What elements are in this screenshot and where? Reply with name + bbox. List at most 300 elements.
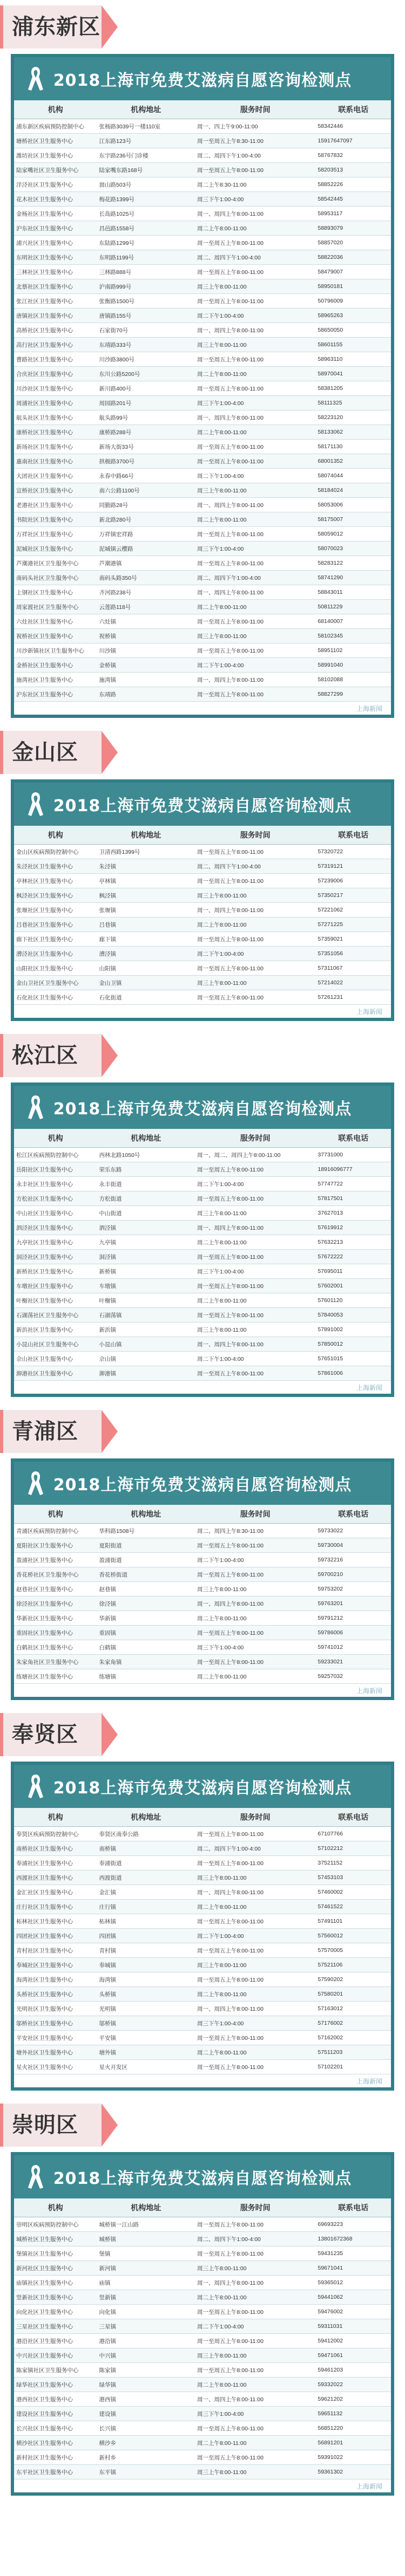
table-cell: 57102212 [315, 1841, 391, 1856]
table-cell: 周一至周五上午8:00-11:00 [195, 2217, 315, 2232]
table-cell: 37627013 [315, 1206, 391, 1221]
table-row [14, 1914, 391, 1929]
table-row [14, 1221, 391, 1235]
column-header: 机构 [14, 1129, 97, 1148]
table-cell: 57560012 [315, 1929, 391, 1943]
table-cell: 川沙镇 [97, 643, 195, 658]
table-cell: 张堰镇 [97, 903, 195, 917]
table-cell: 57632213 [315, 1235, 391, 1250]
testing-site-table [14, 1505, 391, 1684]
table-row [14, 2378, 391, 2392]
table-cell: 城桥镇一江山路 [97, 2217, 195, 2232]
table-cell: 周一至周五上午8:00-11:00 [195, 1250, 315, 1264]
table-row [14, 585, 391, 600]
table-cell: 周一至周五上午8:00-11:00 [195, 2363, 315, 2378]
column-header: 联系电话 [315, 100, 391, 119]
table-row [14, 1871, 391, 1885]
table-cell: 向化社区卫生服务中心 [14, 2305, 97, 2319]
table-cell: 盈浦街道 [97, 1553, 195, 1567]
table-row [14, 903, 391, 917]
table-cell: 邬桥镇 [97, 2016, 195, 2031]
table-cell: 周二下午1:00-4:00 [195, 947, 315, 961]
table-cell: 69693223 [315, 2217, 391, 2232]
table-cell: 香花桥街道 [97, 1567, 195, 1582]
table-row [14, 279, 391, 294]
table-cell: 沪东社区卫生服务中心 [14, 687, 97, 702]
region-banner [0, 1034, 405, 1077]
table-cell: 邬桥社区卫生服务中心 [14, 2016, 97, 2031]
table-cell: 新北路280号 [97, 512, 195, 527]
table-header-row [14, 826, 391, 845]
table-cell: 四团镇 [97, 1929, 195, 1943]
region-name: 青浦区 [12, 1419, 78, 1444]
table-cell: 57320722 [315, 845, 391, 859]
table-cell: 车墩镇 [97, 1279, 195, 1293]
table-cell: 周三上午8:00-11:00 [195, 629, 315, 643]
table-cell: 南码头社区卫生服务中心 [14, 571, 97, 585]
table-cell: 59763201 [315, 1597, 391, 1611]
table-cell: 新村乡 [97, 2450, 195, 2465]
table-cell: 37731000 [315, 1148, 391, 1162]
table-cell: 金杨社区卫生服务中心 [14, 207, 97, 221]
table-cell: 徐泾社区卫生服务中心 [14, 1597, 97, 1611]
table-cell: 梅花路1399号 [97, 192, 195, 207]
table-cell: 中兴镇 [97, 2348, 195, 2363]
table-cell: 37521152 [315, 1856, 391, 1871]
table-cell: 方松社区卫生服务中心 [14, 1191, 97, 1206]
table-cell: 周一至周五上午8:00-11:00 [195, 845, 315, 859]
table-cell: 58171130 [315, 440, 391, 454]
table-cell: 祝桥镇 [97, 629, 195, 643]
table-cell: 59476002 [315, 2305, 391, 2319]
table-cell: 59471061 [315, 2348, 391, 2363]
region-name: 松江区 [12, 1043, 78, 1068]
table-cell: 金山卫社区卫生服务中心 [14, 976, 97, 990]
table-cell: 58893079 [315, 221, 391, 236]
table-cell: 57319121 [315, 859, 391, 874]
table-row [14, 859, 391, 874]
table-cell: 绿华社区卫生服务中心 [14, 2378, 97, 2392]
table-cell: 新河镇 [97, 2261, 195, 2276]
table-cell: 周一至周五上午8:00-11:00 [195, 2421, 315, 2436]
table-cell: 平安社区卫生服务中心 [14, 2031, 97, 2045]
table-cell: 57102201 [315, 2060, 391, 2074]
table-cell: 周一至周五上午8:00-11:00 [195, 1943, 315, 1958]
table-cell: 59791212 [315, 1611, 391, 1626]
table-cell: 58542445 [315, 192, 391, 207]
table-cell: 崇明区疾病预防控制中心 [14, 2217, 97, 2232]
table-cell: 夏阳社区卫生服务中心 [14, 1538, 97, 1553]
table-cell: 周二上午8:00-11:00 [195, 2290, 315, 2305]
table-cell: 华新社区卫生服务中心 [14, 1611, 97, 1626]
table-cell: 华科路1508号 [97, 1524, 195, 1538]
table-cell: 唐镇路155号 [97, 309, 195, 323]
table-cell: 青浦区疾病预防控制中心 [14, 1524, 97, 1538]
table-row [14, 396, 391, 410]
table-cell: 庙镇社区卫生服务中心 [14, 2276, 97, 2290]
table-cell: 东宇路236号门诊楼 [97, 148, 195, 163]
table-row [14, 483, 391, 498]
table-cell: 13801672368 [315, 2232, 391, 2246]
table-cell: 周三上午8:00-11:00 [195, 279, 315, 294]
card-title: 2018上海市免费艾滋病自愿咨询检测点 [53, 1100, 352, 1119]
table-cell: 周一至周五上午8:30-11:00 [195, 134, 315, 148]
table-cell: 潍坊社区卫生服务中心 [14, 148, 97, 163]
table-cell: 新场大街33号 [97, 440, 195, 454]
table-cell: 58059012 [315, 527, 391, 542]
table-cell: 58070023 [315, 542, 391, 556]
table-cell: 金山卫镇 [97, 976, 195, 990]
table-cell: 塘桥社区卫生服务中心 [14, 134, 97, 148]
table-cell: 57163012 [315, 2002, 391, 2016]
table-cell: 光明社区卫生服务中心 [14, 2002, 97, 2016]
table-cell: 周一至周五上午8:00-11:00 [195, 614, 315, 629]
testing-site-table-card [11, 779, 394, 1021]
table-cell: 周二上午8:00-11:00 [195, 1611, 315, 1626]
table-cell: 浦兴社区卫生服务中心 [14, 236, 97, 250]
table-cell: 周一至周五上午8:00-11:00 [195, 2450, 315, 2465]
table-cell: 周家渡社区卫生服务中心 [14, 600, 97, 614]
brand-watermark: 上海新闻 [356, 1687, 382, 1695]
table-cell: 58767832 [315, 148, 391, 163]
table-cell: 昌邑路1558号 [97, 221, 195, 236]
table-cell: 57747722 [315, 1177, 391, 1191]
table-cell: 周二、周四下午1:00-4:00 [195, 571, 315, 585]
table-row [14, 1900, 391, 1914]
table-cell: 56891201 [315, 2436, 391, 2450]
table-row [14, 1827, 391, 1841]
table-row [14, 1553, 391, 1567]
table-cell: 长兴社区卫生服务中心 [14, 2421, 97, 2436]
table-row [14, 2450, 391, 2465]
column-header: 服务时间 [195, 2198, 315, 2217]
table-cell: 周一、周四上午8:00-11:00 [195, 1885, 315, 1900]
table-cell: 中山社区卫生服务中心 [14, 1206, 97, 1221]
table-cell: 周三上午8:00-11:00 [195, 483, 315, 498]
table-cell: 上钢社区卫生服务中心 [14, 585, 97, 600]
table-cell: 海湾镇 [97, 1972, 195, 1987]
table-row [14, 1293, 391, 1308]
table-cell: 周三上午8:00-11:00 [195, 1323, 315, 1337]
table-cell: 江东路123号 [97, 134, 195, 148]
table-cell: 57695011 [315, 1264, 391, 1279]
table-row [14, 338, 391, 352]
table-cell: 周一、周四上午8:00-11:00 [195, 2392, 315, 2407]
table-cell: 57351056 [315, 947, 391, 961]
table-cell: 练塘社区卫生服务中心 [14, 1669, 97, 1684]
table-cell: 57891002 [315, 1323, 391, 1337]
table-header-row [14, 1129, 391, 1148]
table-cell: 柘林镇 [97, 1914, 195, 1929]
table-cell: 周一、周四上午8:00-11:00 [195, 2276, 315, 2290]
table-cell: 城桥社区卫生服务中心 [14, 2232, 97, 2246]
table-cell: 泗泾镇 [97, 1221, 195, 1235]
table-cell: 58133062 [315, 425, 391, 440]
table-cell: 书院社区卫生服务中心 [14, 512, 97, 527]
table-row [14, 2276, 391, 2290]
table-row [14, 990, 391, 1005]
table-cell: 59441062 [315, 2290, 391, 2305]
column-header: 机构地址 [97, 826, 195, 845]
table-cell: 周二下午1:00-4:00 [195, 658, 315, 673]
table-row [14, 410, 391, 425]
table-cell: 石湖荡社区卫生服务中心 [14, 1308, 97, 1323]
table-cell: 漕泾社区卫生服务中心 [14, 947, 97, 961]
table-cell: 周一、周四上午8:00-11:00 [195, 498, 315, 512]
table-cell: 59671041 [315, 2261, 391, 2276]
table-cell: 周二下午1:00-4:00 [195, 1352, 315, 1366]
table-cell: 平安镇 [97, 2031, 195, 2045]
table-cell: 周二上午8:00-11:00 [195, 600, 315, 614]
table-row [14, 1250, 391, 1264]
table-cell: 横沙社区卫生服务中心 [14, 2436, 97, 2450]
table-cell: 塘外镇 [97, 2045, 195, 2060]
table-cell: 周二下午1:00-4:00 [195, 469, 315, 483]
card-title: 2018上海市免费艾滋病自愿咨询检测点 [53, 71, 352, 90]
card-title: 2018上海市免费艾滋病自愿咨询检测点 [53, 1476, 352, 1495]
table-row [14, 932, 391, 947]
table-cell: 57817501 [315, 1191, 391, 1206]
table-cell: 周二下午1:00-4:00 [195, 1929, 315, 1943]
table-cell: 50796009 [315, 294, 391, 309]
table-row [14, 1191, 391, 1206]
table-row [14, 556, 391, 571]
table-cell: 白鹤镇 [97, 1640, 195, 1655]
card-footer [14, 1381, 391, 1394]
table-cell: 岳阳社区卫生服务中心 [14, 1162, 97, 1177]
table-cell: 58102088 [315, 673, 391, 687]
table-cell: 周三上午8:00-11:00 [195, 1582, 315, 1597]
table-cell: 西渡社区卫生服务中心 [14, 1871, 97, 1885]
table-cell: 周一至周五上午8:00-11:00 [195, 1914, 315, 1929]
table-cell: 周一至周五上午8:00-11:00 [195, 2031, 315, 2045]
column-header: 机构 [14, 100, 97, 119]
table-row [14, 294, 391, 309]
table-cell: 58843011 [315, 585, 391, 600]
table-cell: 海湾社区卫生服务中心 [14, 1972, 97, 1987]
table-cell: 周三下午1:00-4:00 [195, 396, 315, 410]
table-cell: 亭林社区卫生服务中心 [14, 874, 97, 888]
table-cell: 奉贤区疾病预防控制中心 [14, 1827, 97, 1841]
table-cell: 57239006 [315, 874, 391, 888]
table-cell: 周三上午8:00-11:00 [195, 338, 315, 352]
table-cell: 陆家嘴社区卫生服务中心 [14, 163, 97, 177]
column-header: 服务时间 [195, 1505, 315, 1524]
table-cell: 花木社区卫生服务中心 [14, 192, 97, 207]
column-header: 服务时间 [195, 100, 315, 119]
table-cell: 东靖路333号 [97, 338, 195, 352]
table-cell: 枫泾社区卫生服务中心 [14, 888, 97, 903]
table-row [14, 148, 391, 163]
table-cell: 山阳镇 [97, 961, 195, 976]
table-row [14, 1943, 391, 1958]
card-title: 2018上海市免费艾滋病自愿咨询检测点 [53, 797, 352, 816]
table-cell: 周一、周四上午8:00-11:00 [195, 1337, 315, 1352]
table-cell: 南码头路350号 [97, 571, 195, 585]
table-cell: 九亭镇 [97, 1235, 195, 1250]
table-cell: 58479007 [315, 265, 391, 279]
table-cell: 周一至周五上午8:00-11:00 [195, 1366, 315, 1381]
region-name: 金山区 [12, 740, 78, 765]
table-row [14, 2465, 391, 2479]
table-row [14, 177, 391, 192]
column-header: 服务时间 [195, 1808, 315, 1827]
region-label-box [0, 2104, 102, 2147]
table-cell: 57359021 [315, 932, 391, 947]
table-cell: 周一、周四上午8:00-11:00 [195, 673, 315, 687]
card-header [14, 2155, 391, 2198]
table-row [14, 1841, 391, 1856]
table-row [14, 1611, 391, 1626]
brand-watermark: 上海新闻 [356, 2483, 382, 2490]
table-cell: 竖新镇 [97, 2290, 195, 2305]
table-cell: 周一、周四上午8:00-11:00 [195, 207, 315, 221]
table-row [14, 1308, 391, 1323]
card-footer [14, 1684, 391, 1697]
table-cell: 泖港镇 [97, 1366, 195, 1381]
table-cell: 泖港社区卫生服务中心 [14, 1366, 97, 1381]
column-header: 联系电话 [315, 826, 391, 845]
brand-watermark: 上海新闻 [356, 1384, 382, 1392]
table-cell: 周一、周四上午8:00-11:00 [195, 903, 315, 917]
table-cell: 57460002 [315, 1885, 391, 1900]
table-row [14, 2002, 391, 2016]
card-footer [14, 1005, 391, 1018]
column-header: 机构 [14, 1808, 97, 1827]
table-cell: 59786006 [315, 1626, 391, 1640]
table-cell: 周一、周四上午8:00-11:00 [195, 2002, 315, 2016]
table-row [14, 1885, 391, 1900]
table-cell: 廊下镇 [97, 932, 195, 947]
table-cell: 57521106 [315, 1958, 391, 1972]
table-cell: 陈家镇 [97, 2363, 195, 2378]
card-footer [14, 702, 391, 715]
table-cell: 周二上午8:00-11:00 [195, 2436, 315, 2450]
table-cell: 新场社区卫生服务中心 [14, 440, 97, 454]
table-cell: 三星社区卫生服务中心 [14, 2319, 97, 2334]
region-banner [0, 1713, 405, 1756]
table-cell: 小昆山镇 [97, 1337, 195, 1352]
table-row [14, 1856, 391, 1871]
table-cell: 周一至周五上午8:00-11:00 [195, 932, 315, 947]
table-cell: 58342446 [315, 119, 391, 134]
table-cell: 朱家角社区卫生服务中心 [14, 1655, 97, 1669]
table-row [14, 1669, 391, 1684]
table-cell: 周二、周四上午8:30-11:00 [195, 1524, 315, 1538]
table-cell: 周一至周五上午8:00-11:00 [195, 1972, 315, 1987]
table-cell: 叶榭镇 [97, 1293, 195, 1308]
table-cell: 周二下午1:00-4:00 [195, 2319, 315, 2334]
table-row [14, 2421, 391, 2436]
table-cell: 58857020 [315, 236, 391, 250]
table-cell: 周园路201号 [97, 396, 195, 410]
table-cell: 周二上午8:00-11:00 [195, 1235, 315, 1250]
table-cell: 68001352 [315, 454, 391, 469]
table-row [14, 1279, 391, 1293]
table-cell: 59431235 [315, 2246, 391, 2261]
table-cell: 东川公路5200号 [97, 367, 195, 381]
table-cell: 58223120 [315, 410, 391, 425]
table-cell: 合庆社区卫生服务中心 [14, 367, 97, 381]
table-cell: 58950181 [315, 279, 391, 294]
table-cell: 川沙社区卫生服务中心 [14, 381, 97, 396]
table-cell: 周一、周四上午8:00-11:00 [195, 1221, 315, 1235]
table-cell: 56851220 [315, 2421, 391, 2436]
table-cell: 周二上午8:00-11:00 [195, 1900, 315, 1914]
table-cell: 车墩社区卫生服务中心 [14, 1279, 97, 1293]
table-cell: 周浦社区卫生服务中心 [14, 396, 97, 410]
table-cell: 六灶镇 [97, 614, 195, 629]
table-row [14, 845, 391, 859]
table-cell: 57350217 [315, 888, 391, 903]
table-cell: 横沙乡 [97, 2436, 195, 2450]
table-row [14, 1177, 391, 1191]
table-cell: 58951102 [315, 643, 391, 658]
table-cell: 石湖荡镇 [97, 1308, 195, 1323]
card-header [14, 1086, 391, 1129]
table-cell: 周一至周五上午8:00-11:00 [195, 1308, 315, 1323]
column-header: 机构 [14, 2198, 97, 2217]
table-cell: 城桥镇 [97, 2232, 195, 2246]
table-cell: 松江区疾病预防控制中心 [14, 1148, 97, 1162]
table-cell: 施湾镇 [97, 673, 195, 687]
region-banner [0, 1410, 405, 1453]
table-cell: 卫清西路1399号 [97, 845, 195, 859]
table-cell: 周一至周五上午8:00-11:00 [195, 381, 315, 396]
table-row [14, 961, 391, 976]
testing-site-table-card [11, 1458, 394, 1700]
table-cell: 港西镇 [97, 2392, 195, 2407]
table-cell: 万祥镇宏祥路 [97, 527, 195, 542]
table-row [14, 440, 391, 454]
table-cell: 洋泾社区卫生服务中心 [14, 177, 97, 192]
table-cell: 59741012 [315, 1640, 391, 1655]
table-cell: 东明社区卫生服务中心 [14, 250, 97, 265]
table-cell: 朱泾社区卫生服务中心 [14, 859, 97, 874]
table-row [14, 888, 391, 903]
table-cell: 陈家镇社区卫生服务中心 [14, 2363, 97, 2378]
table-row [14, 1582, 391, 1597]
table-cell: 东平社区卫生服务中心 [14, 2465, 97, 2479]
table-cell: 59732216 [315, 1553, 391, 1567]
table-cell: 58203513 [315, 163, 391, 177]
table-cell: 吕巷社区卫生服务中心 [14, 917, 97, 932]
table-cell: 周三上午8:00-11:00 [195, 1206, 315, 1221]
table-cell: 59621202 [315, 2392, 391, 2407]
table-cell: 58965263 [315, 309, 391, 323]
table-cell: 六灶社区卫生服务中心 [14, 614, 97, 629]
table-cell: 惠南社区卫生服务中心 [14, 454, 97, 469]
brand-watermark: 上海新闻 [356, 2078, 382, 2085]
table-cell: 头桥社区卫生服务中心 [14, 1987, 97, 2002]
table-cell: 59753202 [315, 1582, 391, 1597]
region-label-box [0, 731, 102, 774]
banner-arrow-icon [102, 731, 118, 774]
card-header [14, 783, 391, 826]
region-name: 浦东新区 [12, 15, 100, 39]
table-cell: 周一至周五上午8:00-11:00 [195, 643, 315, 658]
table-row [14, 2363, 391, 2378]
table-cell: 金桥社区卫生服务中心 [14, 658, 97, 673]
table-cell: 新川路400号 [97, 381, 195, 396]
table-row [14, 1626, 391, 1640]
table-cell: 58827299 [315, 687, 391, 702]
column-header: 联系电话 [315, 2198, 391, 2217]
table-cell: 59730004 [315, 1538, 391, 1553]
column-header: 联系电话 [315, 1505, 391, 1524]
table-cell: 永春中路66号 [97, 469, 195, 483]
table-cell: 同勤路28号 [97, 498, 195, 512]
